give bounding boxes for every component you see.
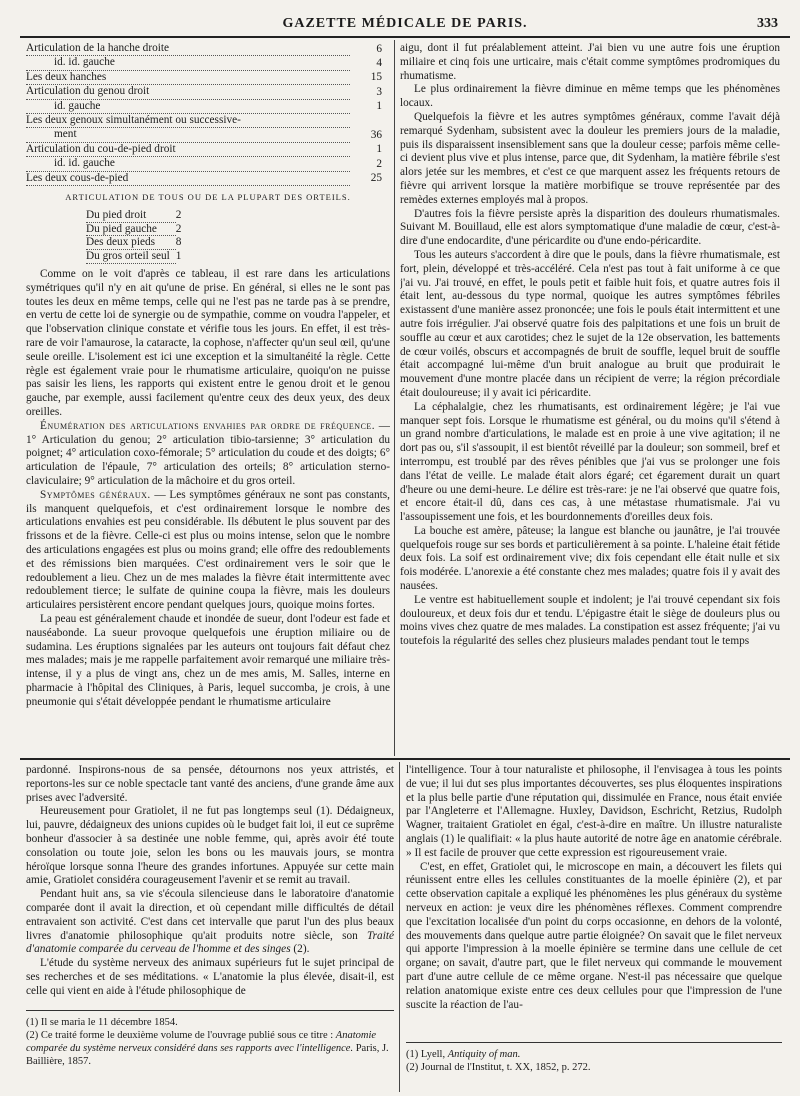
paragraph: l'intelligence. Tour à tour naturaliste et philosophe, il l'envisagea à tous les points de vue; il lui dut ses plus importantes découvertes, ses plus éloquentes inspirations et la plus belle partie d'une réputation qui, dissimulée en France, nous était enviée par l'Angleterre et l'Allemagne. Huxley, Davidson, Eschricht, Retzius, Rudolph Wagner, traitaient Gratiolet en égal, c'est-à-dire en maître. Un illustre naturaliste anglais (1) le qualifiait: « la plus haute autorité de notre âge en anatomie cérébrale. » Il est facile de prouver que cette expression est rigoureusement vraie.: [406, 764, 782, 859]
joints-table-row: [26, 142, 390, 156]
joint-label: Les deux genoux simultanément ou successive-: [26, 114, 350, 128]
paragraph-enumeration: [26, 420, 390, 489]
column-2: [400, 42, 780, 754]
joint-label: ment: [26, 128, 350, 142]
footnote-text: (1) Lyell,: [406, 1049, 448, 1060]
paragraph: Tous les auteurs s'accordent à dire que le pouls, dans la fièvre rhumatismale, est fort, plein, développé et très-accéléré. Cela n'est pas tout à fait uniforme à ce que j'ai vu. J'ai trouvé, en effet, le pouls petit et faible huit fois, et quatre autres fois il était lent, au-dessous du type normal, quoique les autres symptômes fébriles existassent d'une manière assez prononcée; une fois le pouls était intermittent et une autre fois irrégulier. J'ai observé quatre fois des palpitations et une fois un bruit de souffle au cœur et aux carotides; chez le sujet de la 12e observation, les battements de cœur voilés, obscurs et accompagnés de bruit de souffle, lequel bruit de souffle était accompagné lui-même d'un bruit analogue au bruit que produirait le mouvement d'une montre placée dans un récipient de verre; la région précordiale était douloureuse; il y avait ici péricardite.: [400, 248, 780, 399]
joints-table-row: [26, 85, 390, 99]
joint-label: Articulation du cou-de-pied droit: [26, 142, 350, 156]
toe-count: 1: [175, 250, 182, 263]
toe-label: Du pied droit: [86, 209, 176, 222]
toe-count: 2: [175, 222, 182, 235]
joints-table-row: [26, 114, 390, 128]
toe-label: Des deux pieds: [86, 236, 176, 250]
book-title: Traité d'anatomie comparée du cerveau de l'homme et des singes: [26, 929, 394, 956]
paragraph: [26, 888, 394, 957]
joints-table: [26, 42, 390, 186]
page-header: [20, 16, 790, 38]
joint-label: Les deux hanches: [26, 70, 350, 84]
paragraph: Quelquefois la fièvre et les autres symptômes généraux, comme l'avait déjà remarqué Sydenham, subsistent avec la douleur les premiers jours de la maladie, puis ils disparaissent insensiblement sans que la douleur cesse; parfois même celle-ci devient plus vive et plus intense, parce que, dit Sydenham, la matière fébrile s'est alors jetée sur les membres, et c'est ce que marquent assez les fréquents retours de fièvre qui arrivent lorsque la matière morbifique se trouve représentée par des remèdes externes employés mal à propos.: [400, 110, 780, 206]
footnote-title: Antiquity of man.: [447, 1049, 521, 1060]
paragraph: La bouche est amère, pâteuse; la langue est blanche ou jaunâtre, je l'ai trouvée quelquefois rouge sur ses bords et particulièrement à sa pointe. L'haleine était fétide deux fois. La soif est ordinairement vive; dix fois cependant elle était nulle et six fois modérée. L'anorexie a été constante chez mes malades; quatre fois il y avait des nausées.: [400, 524, 780, 593]
toes-table-row: [86, 222, 216, 236]
joints-table-row: [26, 99, 390, 113]
footnote-rule: [26, 1010, 394, 1011]
joint-count: 1: [376, 100, 382, 113]
footnote: [406, 1048, 782, 1061]
section-rule: [20, 758, 790, 760]
toes-table-row: [86, 209, 216, 222]
toes-table: [86, 209, 216, 264]
paragraph: Le ventre est habituellement souple et indolent; je l'ai trouvé cependant six fois douloureux, et deux fois dur et tendu. L'épigastre était le siège de douleurs plus ou moins vives chez quatre de mes malades. La constipation est assez fréquente; j'ai vu toutefois la régularité des selles chez plusieurs malades pendant tout le temps: [400, 593, 780, 648]
footnote: (1) Il se maria le 11 décembre 1854.: [26, 1017, 178, 1028]
paragraph: Le plus ordinairement la fièvre diminue en même temps que les phénomènes locaux.: [400, 83, 780, 110]
joint-label: id. id. gauche: [26, 56, 350, 70]
joints-table-row: [26, 42, 390, 56]
joints-table-row: [26, 157, 390, 171]
column-3: [26, 764, 394, 1004]
paragraph-symptoms: [26, 489, 390, 613]
joints-table-row: [26, 171, 390, 185]
toe-count: 8: [175, 236, 182, 249]
joints-table-row: [26, 56, 390, 70]
footnote: (2) Journal de l'Institut, t. XX, 1852, p. 272.: [406, 1062, 591, 1073]
footnote-text: Paris, J. Baillière, 1857.: [26, 1043, 389, 1067]
column-4: [406, 764, 782, 1040]
joints-table-row: [26, 70, 390, 84]
joint-label: Les deux cous-de-pied: [26, 171, 350, 185]
paragraph-text: — Les symptômes généraux ne sont pas constants, ils manquent quelquefois, et c'est ordinairement lorsque le nombre des articulations envahies est peu considérable. Ils débutent le plus souvent par des frissons et de la fièvre. Celle-ci est plus ou moins intense, selon que le nombre des articulations engagées est plus ou moins grand; elle offre des redoublements et des rémissions bien marquées. C'est ordinairement vers le soir que le redoublement a lieu. Chez un de mes malades la fièvre était intermittente avec redoublement tierce; le sulfate de quinine coupa la fièvre, mais les douleurs articulaires persistèrent encore pendant quelques jours, quoique moins fortes.: [26, 488, 390, 612]
toes-subheading: ARTICULATION DE TOUS OU DE LA PLUPART DES ORTEILS.: [65, 192, 351, 203]
column-divider: [399, 762, 400, 1092]
joint-label: Articulation du genou droit: [26, 85, 350, 99]
footnote-rule: [406, 1042, 782, 1043]
paragraph: L'étude du système nerveux des animaux supérieurs fut le sujet principal de ses recherches et de ses méditations. « L'anatomie la plus élevée, disait-il, est celle qui vient en aide à l'étude philosophique de: [26, 957, 394, 997]
joint-count: 4: [376, 56, 382, 69]
paragraph-text: Pendant huit ans, sa vie s'écoula silencieuse dans le laboratoire d'anatomie comparée dont il avait la direction, et où cependant mille difficultés de détail entravaient son activité. C'est dans cet intervalle que parut l'un des plus beaux livres d'anatomie philosophique qu'ait produits notre siècle, son: [26, 888, 394, 942]
paragraph: La céphalalgie, chez les rhumatisants, est ordinairement légère; je l'ai vue manquer sept fois. Lorsque le rhumatisme est général, ou du moins qu'il s'étend à un grand nombre d'articulations, le malade est en proie à une vive agitation; il ne dort pas ou, s'il s'assoupit, il est bientôt réveillé par la douleur; son sommeil, bref et interrompu, est troublé par des rêves pénibles que j'ai vus se prolonger une fois dans l'état de veille. Le malade était alors égaré; cet égarement durait un quart d'heure ou une demi-heure. Le délire est très-rare: je ne l'ai observé que quatre fois, et encore était-il dû, dans ces cas, à une métastase rhumatismale. J'ai vu l'assoupissement une fois, et les bourdonnements d'oreilles deux fois.: [400, 400, 780, 524]
paragraph: pardonné. Inspirons-nous de sa pensée, détournons nos yeux attristés, et reportons-les sur ce noble spectacle tant vanté des anciens, d'une grande âme aux prises avec l'adversité.: [26, 764, 394, 804]
toes-table-row: [86, 250, 216, 264]
footnotes-right: [406, 1048, 782, 1074]
joint-count: 1: [376, 143, 382, 156]
toe-label: Du pied gauche: [86, 222, 176, 236]
paragraph: D'autres fois la fièvre persiste après la disparition des douleurs rhumatismales. Suivant M. Bouillaud, elle est alors symptomatique d'une maladie de cœur, c'est-à-dire d'une endocardite, d'une péricardite ou d'une endo-péricardite.: [400, 207, 780, 248]
joint-count: 2: [376, 157, 382, 170]
column-divider: [394, 40, 395, 756]
journal-title: GAZETTE MÉDICALE DE PARIS.: [282, 16, 528, 31]
joints-table-row: [26, 128, 390, 142]
footnote-title: Anatomie comparée du système nerveux considéré dans ses rapports avec l'intelligence.: [26, 1030, 377, 1054]
joint-count: 36: [370, 128, 382, 141]
joint-label: id. gauche: [26, 99, 350, 113]
column-1: [26, 42, 390, 754]
footnote-text: (2) Ce traité forme le deuxième volume de l'ouvrage publié sous ce titre :: [26, 1030, 336, 1041]
footnotes-left: [26, 1016, 394, 1068]
joint-count: 3: [376, 85, 382, 98]
header-rule: [20, 36, 790, 38]
paragraph: La peau est généralement chaude et inondée de sueur, dont l'odeur est fade et nauséabonde. La sueur provoque quelquefois une éruption miliaire ou de sudamina. Les éruptions signalées par les auteurs ont toujours fait défaut chez mes malades; mais je me rappelle parfaitement avoir remarqué une miliaire très-intense, il y a plus de vingt ans, chez un de mes amis, M. Salles, interne en pharmacie à l'hôpital des Cliniques, à Paris, lequel succomba, je crois, à une pneumonie qui s'était développée pendant le rhumatisme articulaire: [26, 612, 390, 708]
paragraph: Heureusement pour Gratiolet, il ne fut pas longtemps seul (1). Dédaigneux, lui, pauvre, dédaigneux des unions cupides où le budget fait loi, il eut ce suprême bonheur d'associer à sa destinée une noble femme, qui, après avoir été toute consolation ou toute joie, selon les bons ou les mauvais jours, se montra héroïque lorsque sonna l'heure des grandes infortunes. Appuyée sur cette main amie, Gratiolet considéra courageusement l'avenir et se remit au travail.: [26, 805, 394, 887]
page-number: 333: [757, 16, 778, 31]
joint-label: Articulation de la hanche droite: [26, 42, 350, 56]
section-heading: Symptômes généraux.: [40, 488, 151, 501]
paragraph: Comme on le voit d'après ce tableau, il est rare dans les articulations symétriques qu'il n'y en ait qu'une de prise. En général, si elles ne le sont pas toutes les deux en même temps, celle qui ne l'est pas ne tarde pas à se prendre, en vertu de cette loi de synergie ou de sympathie, comme on voudra l'appeler, et que l'observation clinique constate et vérifie tous les jours. En effet, il est très-rare de voir l'amaurose, la cataracte, la cophose, n'affecter qu'un seul œil, qu'une seule oreille. L'isolement est ici une exception et la simultanéité la règle. Cette règle est également vraie pour le rhumatisme articulaire, quoiqu'on ne puisse pas saisir les liens, les rapports qui existent entre le genou droit et le genou gauche, par exemple, aussi facilement qu'entre ceux des deux yeux, des deux oreilles.: [26, 268, 390, 419]
joint-count: 25: [370, 172, 382, 185]
paragraph-text: (2).: [290, 943, 310, 956]
joint-count: [350, 114, 390, 128]
paragraph-text: — 1° Articulation du genou; 2° articulation tibio-tarsienne; 3° articulation du poignet; 4° articulation coxo-fémorale; 5° articulation du coude et des doigts; 6° articulation de l'épaule, 7° articulation des orteils; 8° articulation sterno-claviculaire; 9° articulation de la mâchoire et du gros orteil.: [26, 419, 390, 487]
joint-count: 15: [370, 71, 382, 84]
joint-label: id. id. gauche: [26, 157, 350, 171]
section-heading: Énumération des articulations envahies par ordre de fréquence.: [40, 419, 376, 432]
paragraph: aigu, dont il fut préalablement atteint. J'ai bien vu une autre fois une éruption miliaire et cinq fois une urticaire, mais c'était comme symptômes prodromiques du rhumatisme.: [400, 42, 780, 82]
joint-count: 6: [376, 42, 382, 55]
footnote: [26, 1029, 394, 1068]
toe-label: Du gros orteil seul: [86, 250, 176, 264]
toe-count: 2: [175, 209, 182, 222]
paragraph: C'est, en effet, Gratiolet qui, le microscope en main, a découvert les filets qui réunissent entre elles les cellules constituantes de la moelle épinière (2), et par cette observation capitale a expliqué les phénomènes les plus généraux du système nerveux en action: je veux dire les phénomènes réflexes. Comment comprendre que l'excitation localisée d'un point du corps occasionne, en dehors de la volonté, des mouvements dans quelque autre partie éloignée? On savait que le filet nerveux qui apporte l'impression à la moelle épinière se termine dans une cellule de cet organe; on savait, d'autre part, que le filet nerveux qui commande le mouvement part d'une autre cellule de ce même organe. N'est-il pas nécessaire que quelque relation anatomique existe entre ces deux cellules pour que l'impression de l'une suscite la réaction de l'au-: [406, 860, 782, 1011]
toes-table-row: [86, 236, 216, 250]
